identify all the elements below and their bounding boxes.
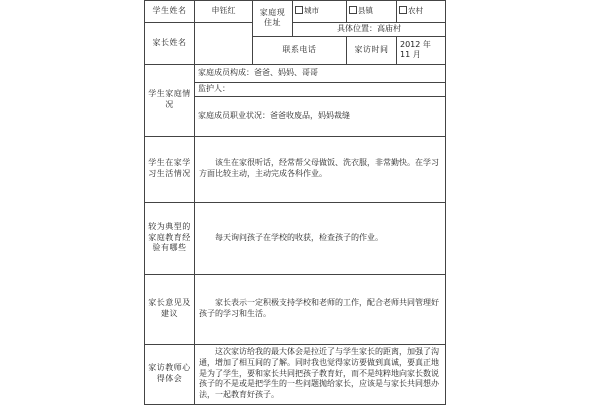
residence-option-label: 城市 [304,6,319,16]
visit-time-value: 2012 年 11 月 [397,36,446,64]
residence-option-label: 农村 [408,6,423,16]
checkbox-icon [349,6,357,14]
residence-option-label: 县镇 [358,6,373,16]
student-name-label: 学生姓名 [145,1,195,23]
address-label: 家庭现住址 [253,1,293,37]
row-parent-opinion [145,274,446,344]
row-study-habits [145,136,446,202]
row-teacher-reflection [145,344,446,404]
study-habits-value: 该生在家很听话，经常帮父母做饭、洗衣服，非常勤快。在学习方面比较主动，主动完成各科作业。 [195,136,446,202]
study-habits-label: 学生在家学习生活情况 [145,136,195,202]
parent-opinion-value: 家长表示一定积极支持学校和老师的工作，配合老师共同管理好孩子的学习和生活。 [195,274,446,344]
visit-time-label: 家访时间 [347,36,397,64]
home-visit-form [144,0,446,405]
teacher-reflection-label: 家访教师心得体会 [145,344,195,404]
family-jobs-value: 家庭成员职业状况：爸爸收废品，妈妈裁缝 [195,96,446,136]
family-members-value: 家庭成员构成：爸爸、妈妈、哥哥 [195,64,446,82]
family-situation-label: 学生家庭情况 [145,64,195,136]
student-name-value: 申钰红 [195,1,253,23]
row-family-members [145,64,446,82]
residence-option-city [293,1,347,23]
guardian-value: 监护人： [195,82,446,96]
location-value: 具体位置：高庙村 [293,23,446,37]
teacher-reflection-value: 这次家访给我的最大体会是拉近了与学生家长的距离，加强了沟通，增加了相互间的了解。同时我也觉得家访要做到真诚，要真正地是为了学生，要和家长共同把孩子教育好，而不是纯粹地向家长数说孩子的不是或是把学生的一些问题抛给家长，应该是与家长共同想办法，一起教育好孩子。 [195,344,446,404]
checkbox-icon [295,6,303,14]
row-location [145,23,446,37]
checkbox-icon [399,6,407,14]
residence-option-town [347,1,397,23]
typical-education-value: 每天询问孩子在学校的收获，检查孩子的作业。 [195,202,446,274]
phone-label: 联系电话 [253,36,347,64]
row-student [145,1,446,23]
parent-opinion-label: 家长意见及建议 [145,274,195,344]
row-typical-education [145,202,446,274]
parent-name-label: 家长姓名 [145,23,195,65]
parent-name-value [195,23,253,65]
typical-education-label: 较为典型的家庭教育经验有哪些 [145,202,195,274]
residence-option-village [397,1,446,23]
